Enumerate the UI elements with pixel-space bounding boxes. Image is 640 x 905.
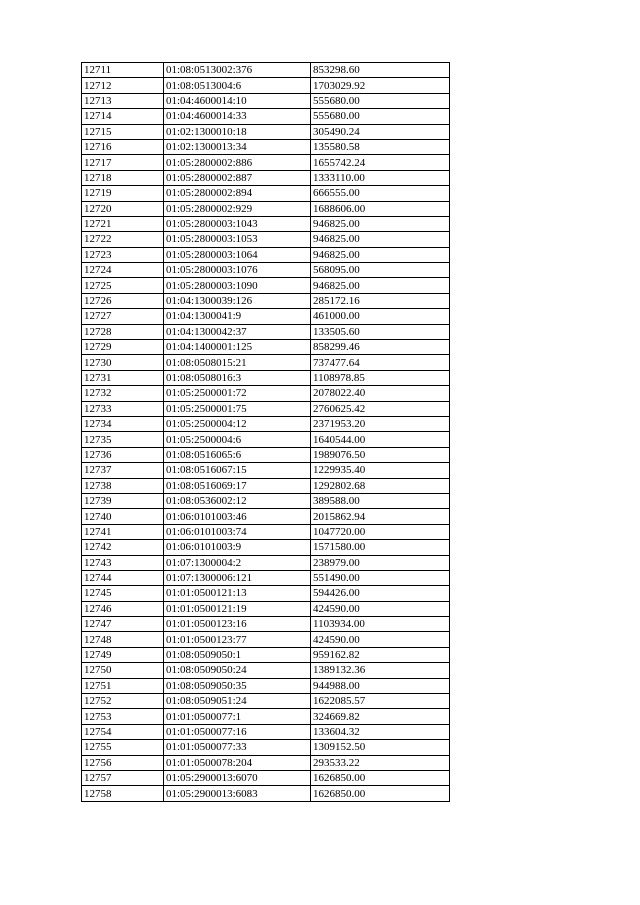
row-number-cell: 12738 — [82, 478, 164, 493]
row-number-cell: 12735 — [82, 432, 164, 447]
row-number-cell: 12741 — [82, 524, 164, 539]
table-row — [82, 755, 450, 770]
row-number-cell: 12756 — [82, 755, 164, 770]
cadastral-number-cell: 01:05:2800003:1043 — [164, 216, 311, 231]
row-number-cell: 12714 — [82, 109, 164, 124]
cadastral-number-cell: 01:05:2800002:886 — [164, 155, 311, 170]
value-cell: 1108978.85 — [311, 370, 450, 385]
cadastral-number-cell: 01:01:0500077:16 — [164, 724, 311, 739]
cadastral-number-cell: 01:07:1300006:121 — [164, 570, 311, 585]
cadastral-number-cell: 01:02:1300013:34 — [164, 139, 311, 154]
table-row — [82, 540, 450, 555]
cadastral-number-cell: 01:08:0513004:6 — [164, 78, 311, 93]
table-row — [82, 770, 450, 785]
row-number-cell: 12728 — [82, 324, 164, 339]
cadastral-number-cell: 01:01:0500078:204 — [164, 755, 311, 770]
table-row — [82, 524, 450, 539]
data-table — [81, 62, 450, 802]
table-row — [82, 278, 450, 293]
value-cell: 1626850.00 — [311, 786, 450, 801]
row-number-cell: 12722 — [82, 232, 164, 247]
value-cell: 946825.00 — [311, 216, 450, 231]
value-cell: 135580.58 — [311, 139, 450, 154]
value-cell: 1229935.40 — [311, 463, 450, 478]
value-cell: 594426.00 — [311, 586, 450, 601]
cadastral-number-cell: 01:04:1300039:126 — [164, 293, 311, 308]
value-cell: 424590.00 — [311, 601, 450, 616]
cadastral-number-cell: 01:05:2500001:72 — [164, 386, 311, 401]
row-number-cell: 12717 — [82, 155, 164, 170]
row-number-cell: 12727 — [82, 309, 164, 324]
value-cell: 1103934.00 — [311, 617, 450, 632]
table-row — [82, 601, 450, 616]
value-cell: 238979.00 — [311, 555, 450, 570]
row-number-cell: 12716 — [82, 139, 164, 154]
value-cell: 944988.00 — [311, 678, 450, 693]
cadastral-number-cell: 01:08:0516067:15 — [164, 463, 311, 478]
value-cell: 389588.00 — [311, 493, 450, 508]
table-row — [82, 401, 450, 416]
table-row — [82, 340, 450, 355]
cadastral-number-cell: 01:01:0500077:1 — [164, 709, 311, 724]
table-row — [82, 216, 450, 231]
row-number-cell: 12757 — [82, 770, 164, 785]
value-cell: 853298.60 — [311, 63, 450, 78]
cadastral-number-cell: 01:01:0500123:16 — [164, 617, 311, 632]
row-number-cell: 12736 — [82, 447, 164, 462]
cadastral-number-cell: 01:01:0500077:33 — [164, 740, 311, 755]
value-cell: 293533.22 — [311, 755, 450, 770]
cadastral-number-cell: 01:05:2800002:894 — [164, 186, 311, 201]
value-cell: 305490.24 — [311, 124, 450, 139]
row-number-cell: 12725 — [82, 278, 164, 293]
row-number-cell: 12747 — [82, 617, 164, 632]
data-table-container — [81, 62, 449, 802]
row-number-cell: 12732 — [82, 386, 164, 401]
row-number-cell: 12718 — [82, 170, 164, 185]
value-cell: 424590.00 — [311, 632, 450, 647]
table-body — [82, 63, 450, 802]
cadastral-number-cell: 01:06:0101003:74 — [164, 524, 311, 539]
row-number-cell: 12748 — [82, 632, 164, 647]
row-number-cell: 12734 — [82, 416, 164, 431]
row-number-cell: 12724 — [82, 263, 164, 278]
value-cell: 946825.00 — [311, 247, 450, 262]
table-row — [82, 416, 450, 431]
cadastral-number-cell: 01:08:0516069:17 — [164, 478, 311, 493]
table-row — [82, 663, 450, 678]
value-cell: 1703029.92 — [311, 78, 450, 93]
table-row — [82, 509, 450, 524]
cadastral-number-cell: 01:05:2800002:887 — [164, 170, 311, 185]
value-cell: 2371953.20 — [311, 416, 450, 431]
value-cell: 1640544.00 — [311, 432, 450, 447]
value-cell: 1655742.24 — [311, 155, 450, 170]
table-row — [82, 463, 450, 478]
value-cell: 666555.00 — [311, 186, 450, 201]
table-row — [82, 709, 450, 724]
cadastral-number-cell: 01:05:2900013:6083 — [164, 786, 311, 801]
table-row — [82, 370, 450, 385]
row-number-cell: 12713 — [82, 93, 164, 108]
cadastral-number-cell: 01:05:2800003:1076 — [164, 263, 311, 278]
table-row — [82, 478, 450, 493]
value-cell: 1389132.36 — [311, 663, 450, 678]
table-row — [82, 586, 450, 601]
value-cell: 568095.00 — [311, 263, 450, 278]
row-number-cell: 12752 — [82, 694, 164, 709]
value-cell: 959162.82 — [311, 647, 450, 662]
row-number-cell: 12745 — [82, 586, 164, 601]
row-number-cell: 12712 — [82, 78, 164, 93]
value-cell: 1333110.00 — [311, 170, 450, 185]
table-row — [82, 694, 450, 709]
value-cell: 1622085.57 — [311, 694, 450, 709]
cadastral-number-cell: 01:07:1300004:2 — [164, 555, 311, 570]
value-cell: 555680.00 — [311, 109, 450, 124]
row-number-cell: 12723 — [82, 247, 164, 262]
table-row — [82, 555, 450, 570]
cadastral-number-cell: 01:08:0509051:24 — [164, 694, 311, 709]
value-cell: 2078022.40 — [311, 386, 450, 401]
table-row — [82, 493, 450, 508]
table-row — [82, 124, 450, 139]
value-cell: 551490.00 — [311, 570, 450, 585]
row-number-cell: 12730 — [82, 355, 164, 370]
table-row — [82, 647, 450, 662]
row-number-cell: 12731 — [82, 370, 164, 385]
table-row — [82, 432, 450, 447]
table-row — [82, 355, 450, 370]
value-cell: 133505.60 — [311, 324, 450, 339]
cadastral-number-cell: 01:02:1300010:18 — [164, 124, 311, 139]
table-row — [82, 63, 450, 78]
row-number-cell: 12742 — [82, 540, 164, 555]
cadastral-number-cell: 01:01:0500123:77 — [164, 632, 311, 647]
value-cell: 555680.00 — [311, 93, 450, 108]
table-row — [82, 386, 450, 401]
value-cell: 2760625.42 — [311, 401, 450, 416]
table-row — [82, 78, 450, 93]
value-cell: 1989076.50 — [311, 447, 450, 462]
cadastral-number-cell: 01:04:1400001:125 — [164, 340, 311, 355]
row-number-cell: 12751 — [82, 678, 164, 693]
table-row — [82, 678, 450, 693]
cadastral-number-cell: 01:05:2500004:12 — [164, 416, 311, 431]
value-cell: 737477.64 — [311, 355, 450, 370]
row-number-cell: 12743 — [82, 555, 164, 570]
row-number-cell: 12744 — [82, 570, 164, 585]
value-cell: 133604.32 — [311, 724, 450, 739]
row-number-cell: 12711 — [82, 63, 164, 78]
row-number-cell: 12729 — [82, 340, 164, 355]
row-number-cell: 12719 — [82, 186, 164, 201]
row-number-cell: 12746 — [82, 601, 164, 616]
row-number-cell: 12740 — [82, 509, 164, 524]
table-row — [82, 232, 450, 247]
cadastral-number-cell: 01:08:0509050:1 — [164, 647, 311, 662]
cadastral-number-cell: 01:05:2500004:6 — [164, 432, 311, 447]
value-cell: 946825.00 — [311, 278, 450, 293]
cadastral-number-cell: 01:06:0101003:9 — [164, 540, 311, 555]
table-row — [82, 324, 450, 339]
table-row — [82, 247, 450, 262]
cadastral-number-cell: 01:08:0509050:35 — [164, 678, 311, 693]
table-row — [82, 632, 450, 647]
table-row — [82, 309, 450, 324]
value-cell: 461000.00 — [311, 309, 450, 324]
cadastral-number-cell: 01:04:1300041:9 — [164, 309, 311, 324]
row-number-cell: 12720 — [82, 201, 164, 216]
row-number-cell: 12753 — [82, 709, 164, 724]
cadastral-number-cell: 01:08:0508015:21 — [164, 355, 311, 370]
row-number-cell: 12733 — [82, 401, 164, 416]
value-cell: 858299.46 — [311, 340, 450, 355]
cadastral-number-cell: 01:08:0536002:12 — [164, 493, 311, 508]
table-row — [82, 263, 450, 278]
cadastral-number-cell: 01:04:4600014:33 — [164, 109, 311, 124]
value-cell: 1571580.00 — [311, 540, 450, 555]
cadastral-number-cell: 01:01:0500121:13 — [164, 586, 311, 601]
cadastral-number-cell: 01:05:2800002:929 — [164, 201, 311, 216]
row-number-cell: 12715 — [82, 124, 164, 139]
table-row — [82, 786, 450, 801]
table-row — [82, 170, 450, 185]
row-number-cell: 12758 — [82, 786, 164, 801]
row-number-cell: 12726 — [82, 293, 164, 308]
row-number-cell: 12739 — [82, 493, 164, 508]
table-row — [82, 93, 450, 108]
table-row — [82, 447, 450, 462]
value-cell: 1047720.00 — [311, 524, 450, 539]
row-number-cell: 12754 — [82, 724, 164, 739]
row-number-cell: 12750 — [82, 663, 164, 678]
cadastral-number-cell: 01:08:0516065:6 — [164, 447, 311, 462]
cadastral-number-cell: 01:08:0508016:3 — [164, 370, 311, 385]
row-number-cell: 12721 — [82, 216, 164, 231]
value-cell: 946825.00 — [311, 232, 450, 247]
cadastral-number-cell: 01:08:0509050:24 — [164, 663, 311, 678]
cadastral-number-cell: 01:06:0101003:46 — [164, 509, 311, 524]
row-number-cell: 12737 — [82, 463, 164, 478]
value-cell: 1688606.00 — [311, 201, 450, 216]
cadastral-number-cell: 01:01:0500121:19 — [164, 601, 311, 616]
cadastral-number-cell: 01:08:0513002:376 — [164, 63, 311, 78]
cadastral-number-cell: 01:05:2800003:1064 — [164, 247, 311, 262]
value-cell: 1626850.00 — [311, 770, 450, 785]
table-row — [82, 109, 450, 124]
table-row — [82, 570, 450, 585]
table-row — [82, 139, 450, 154]
table-row — [82, 293, 450, 308]
cadastral-number-cell: 01:05:2800003:1090 — [164, 278, 311, 293]
cadastral-number-cell: 01:05:2900013:6070 — [164, 770, 311, 785]
table-row — [82, 155, 450, 170]
table-row — [82, 724, 450, 739]
value-cell: 324669.82 — [311, 709, 450, 724]
table-row — [82, 186, 450, 201]
value-cell: 1309152.50 — [311, 740, 450, 755]
cadastral-number-cell: 01:04:1300042:37 — [164, 324, 311, 339]
cadastral-number-cell: 01:05:2800003:1053 — [164, 232, 311, 247]
table-row — [82, 617, 450, 632]
value-cell: 1292802.68 — [311, 478, 450, 493]
table-row — [82, 740, 450, 755]
row-number-cell: 12749 — [82, 647, 164, 662]
row-number-cell: 12755 — [82, 740, 164, 755]
cadastral-number-cell: 01:05:2500001:75 — [164, 401, 311, 416]
table-row — [82, 201, 450, 216]
value-cell: 2015862.94 — [311, 509, 450, 524]
cadastral-number-cell: 01:04:4600014:10 — [164, 93, 311, 108]
value-cell: 285172.16 — [311, 293, 450, 308]
